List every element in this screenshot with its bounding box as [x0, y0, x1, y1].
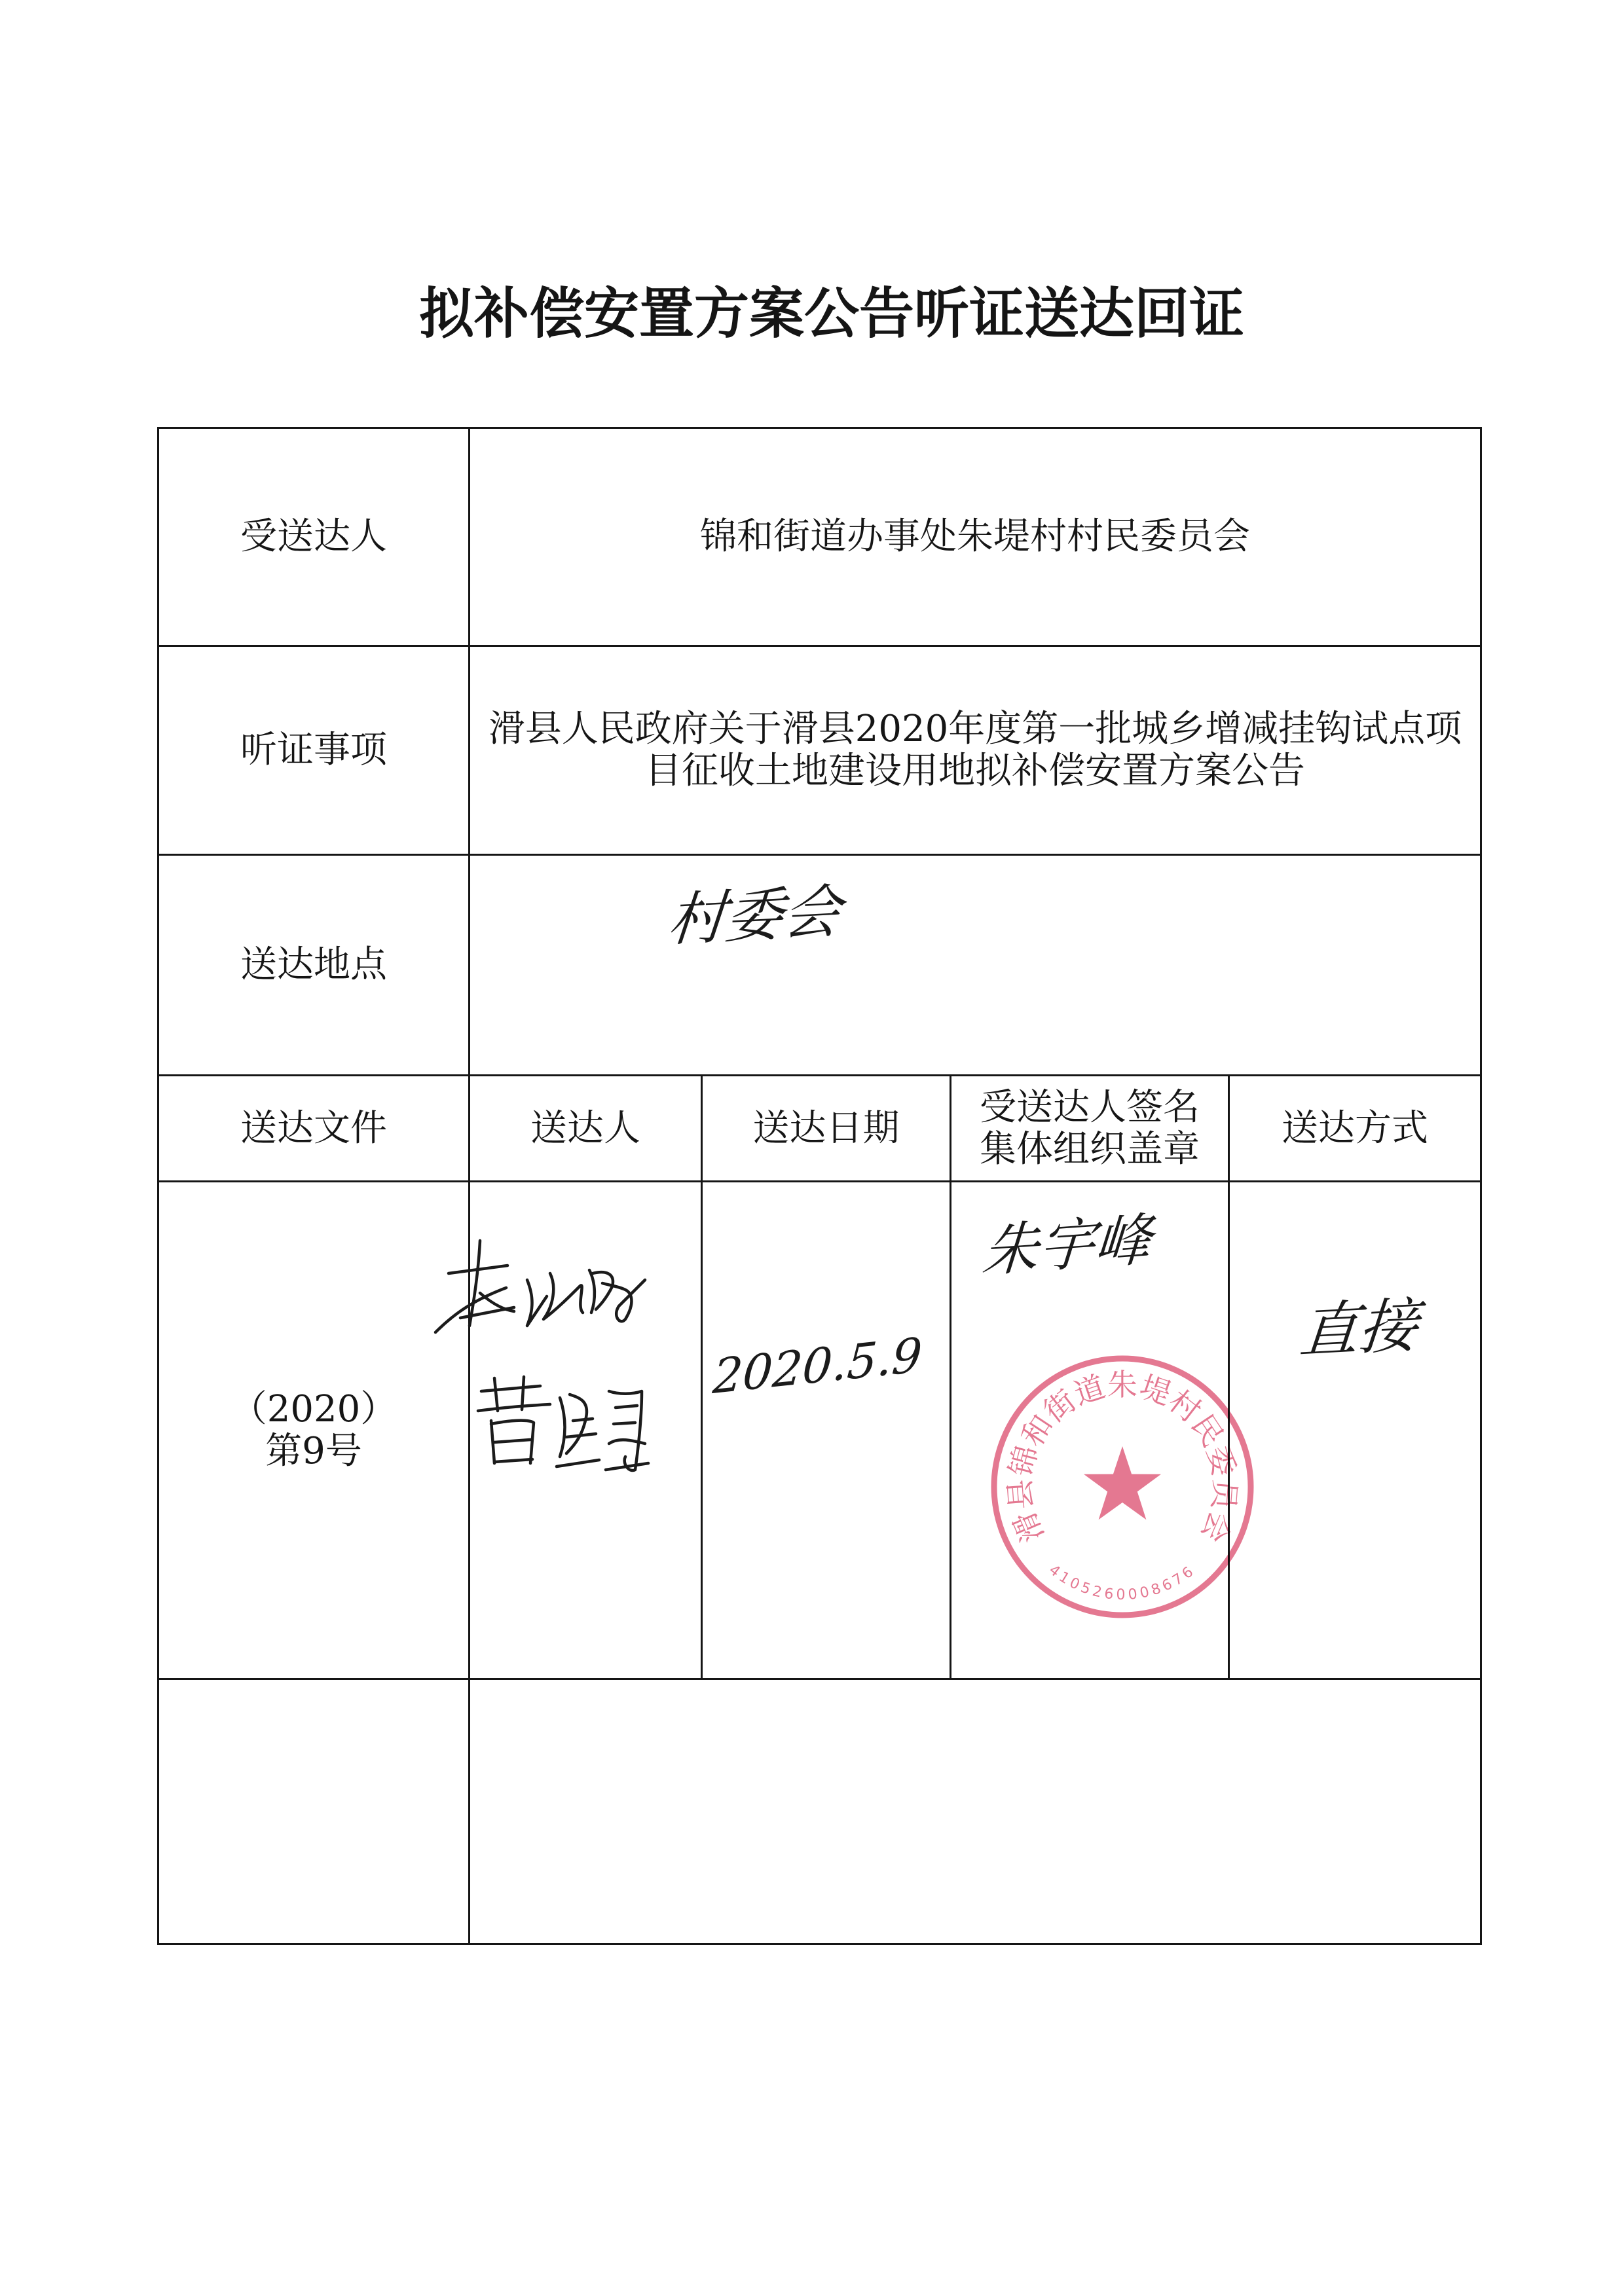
column-header-recipient-signature	[951, 1076, 1229, 1182]
recipient-value: 锦和街道办事处朱堤村村民委员会	[470, 428, 1481, 646]
seal-number: 4105260008676	[1045, 1561, 1200, 1603]
delivery-record-row	[158, 1182, 1481, 1679]
deliverer-signature-2	[468, 1372, 658, 1486]
seal-star-icon	[1084, 1446, 1161, 1520]
recipient-row	[158, 428, 1481, 646]
column-header-recipient-signature-line-2: 集体组织盖章	[980, 1127, 1200, 1171]
hearing-matter-line-1: 滑县人民政府关于滑县2020年度第一批城乡增减挂钩试点项	[488, 708, 1462, 750]
column-header-method: 送达方式	[1229, 1076, 1481, 1182]
column-header-recipient-signature-line-1: 受送达人签名	[980, 1085, 1200, 1129]
blank-row	[158, 1679, 1481, 1944]
delivery-method-cell	[1229, 1182, 1481, 1679]
seal-text: 滑县锦和街道朱堤村民委员会	[1001, 1367, 1244, 1548]
deliverer-signature-1	[429, 1234, 652, 1358]
form-title: 拟补偿安置方案公告听证送达回证	[418, 281, 1244, 346]
delivery-method-handwriting: 直接	[1297, 1290, 1421, 1367]
column-header-row	[158, 1076, 1481, 1182]
delivery-receipt-table	[157, 427, 1482, 1945]
recipient-signature: 朱宇峰	[980, 1207, 1154, 1285]
hearing-matter-label: 听证事项	[158, 646, 470, 855]
document-number-year: （2020）	[230, 1387, 397, 1430]
column-header-date: 送达日期	[702, 1076, 951, 1182]
recipient-label: 受送达人	[158, 428, 470, 646]
blank-value-cell	[470, 1679, 1481, 1944]
hearing-matter-row	[158, 646, 1481, 855]
hearing-matter-line-2: 目征收土地建设用地拟补偿安置方案公告	[645, 750, 1305, 792]
blank-label-cell	[158, 1679, 470, 1944]
column-header-deliverer: 送达人	[470, 1076, 702, 1182]
hearing-matter-value	[470, 646, 1481, 855]
seal-number-group	[1046, 1562, 1199, 1603]
document-number-serial: 第9号	[265, 1429, 362, 1472]
document-number-cell	[158, 1182, 470, 1679]
delivery-place-handwriting: 村委会	[665, 877, 844, 955]
village-committee-seal	[986, 1351, 1259, 1623]
delivery-place-value-cell	[470, 855, 1481, 1076]
delivery-date-cell	[702, 1182, 951, 1679]
delivery-place-label: 送达地点	[158, 855, 470, 1076]
column-header-document: 送达文件	[158, 1076, 470, 1182]
delivery-date-handwriting: 2020.5.9	[710, 1326, 924, 1405]
